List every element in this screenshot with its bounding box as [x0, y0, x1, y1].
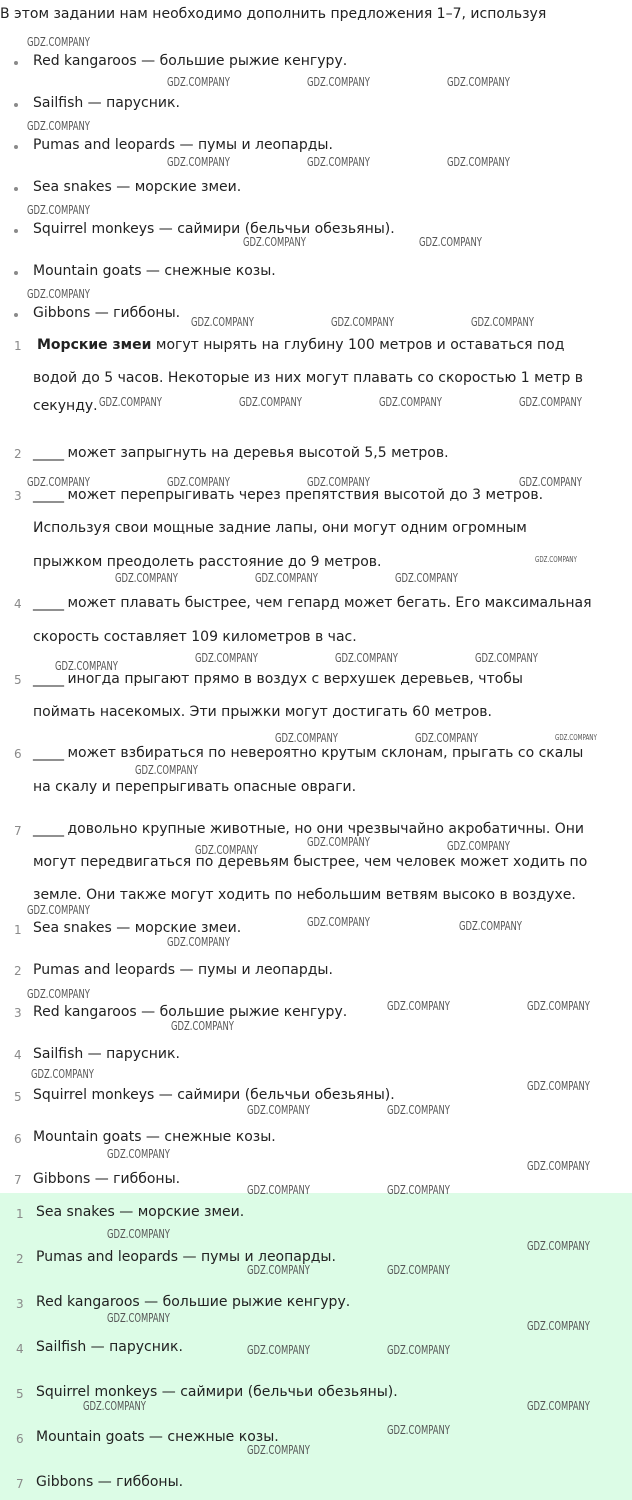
answer-number: 4	[16, 1342, 24, 1356]
answer-item: Pumas and leopards — пумы и леопарды.	[36, 1249, 336, 1265]
watermark: GDZ.COMPANY	[307, 75, 370, 89]
watermark: GDZ.COMPANY	[527, 1319, 590, 1333]
task-line: Используя свои мощные задние лапы, они могут одним огромным	[33, 520, 527, 536]
task-line: _____ может взбираться по невероятно крутым склонам, прыгать со скалы	[33, 745, 584, 761]
watermark: GDZ.COMPANY	[307, 835, 370, 849]
watermark: GDZ.COMPANY	[167, 75, 230, 89]
intro-text: В этом задании нам необходимо дополнить предложения 1–7, используя	[0, 6, 547, 22]
task-line: водой до 5 часов. Некоторые из них могут плавать со скоростью 1 метр в	[33, 370, 584, 386]
watermark: GDZ.COMPANY	[387, 1103, 450, 1117]
bullet-icon	[14, 271, 18, 275]
watermark: GDZ.COMPANY	[191, 315, 254, 329]
watermark: GDZ.COMPANY	[475, 651, 538, 665]
watermark: GDZ.COMPANY	[527, 1159, 590, 1173]
watermark: GDZ.COMPANY	[31, 1067, 94, 1081]
watermark: GDZ.COMPANY	[195, 843, 258, 857]
watermark: GDZ.COMPANY	[387, 999, 450, 1013]
watermark: GDZ.COMPANY	[379, 395, 442, 409]
watermark: GDZ.COMPANY	[387, 1183, 450, 1197]
watermark: GDZ.COMPANY	[167, 475, 230, 489]
watermark: GDZ.COMPANY	[83, 1399, 146, 1413]
watermark: GDZ.COMPANY	[247, 1343, 310, 1357]
task-number: 6	[14, 747, 22, 761]
task-line: поймать насекомых. Эти прыжки могут достигать 60 метров.	[33, 704, 492, 720]
watermark: GDZ.COMPANY	[247, 1183, 310, 1197]
list-number: 6	[14, 1132, 22, 1146]
watermark: GDZ.COMPANY	[27, 987, 90, 1001]
task-line: на скалу и перепрыгивать опасные овраги.	[33, 779, 357, 795]
watermark: GDZ.COMPANY	[419, 235, 482, 249]
answer-number: 5	[16, 1387, 24, 1401]
task-number: 2	[14, 447, 22, 461]
list-item: Pumas and leopards — пумы и леопарды.	[33, 962, 333, 978]
watermark: GDZ.COMPANY	[519, 475, 582, 489]
answer-number: 3	[16, 1297, 24, 1311]
list-number: 1	[14, 923, 22, 937]
answer-number: 2	[16, 1252, 24, 1266]
task-line: _____ может плавать быстрее, чем гепард может бегать. Его максимальная	[33, 595, 592, 611]
watermark: GDZ.COMPANY	[387, 1423, 450, 1437]
watermark: GDZ.COMPANY	[27, 475, 90, 489]
watermark: GDZ.COMPANY	[387, 1263, 450, 1277]
watermark: GDZ.COMPANY	[55, 659, 118, 673]
answer-item: Mountain goats — снежные козы.	[36, 1429, 279, 1445]
bullet-icon	[14, 187, 18, 191]
watermark: GDZ.COMPANY	[171, 1019, 234, 1033]
task-line: земле. Они также могут ходить по небольшим ветвям высоко в воздухе.	[33, 887, 576, 903]
watermark: GDZ.COMPANY	[447, 155, 510, 169]
list-item: Red kangaroos — большие рыжие кенгуру.	[33, 1004, 348, 1020]
task-number: 1	[14, 339, 22, 353]
watermark: GDZ.COMPANY	[387, 1343, 450, 1357]
watermark: GDZ.COMPANY	[519, 395, 582, 409]
bullet-icon	[14, 229, 18, 233]
watermark: GDZ.COMPANY	[527, 1079, 590, 1093]
task-number: 3	[14, 489, 22, 503]
answer-number: 6	[16, 1432, 24, 1446]
watermark: GDZ.COMPANY	[527, 999, 590, 1013]
watermark: GDZ.COMPANY	[27, 119, 90, 133]
list-item: Mountain goats — снежные козы.	[33, 1129, 276, 1145]
watermark: GDZ.COMPANY	[195, 651, 258, 665]
task-line: секунду.	[33, 398, 98, 414]
watermark: GDZ.COMPANY	[395, 571, 458, 585]
answer-item: Red kangaroos — большие рыжие кенгуру.	[36, 1294, 351, 1310]
task-line: _____ довольно крупные животные, но они чрезвычайно акробатичны. Они	[33, 821, 585, 837]
watermark: GDZ.COMPANY	[27, 903, 90, 917]
list-number: 2	[14, 964, 22, 978]
list-number: 5	[14, 1090, 22, 1104]
watermark: GDZ.COMPANY	[135, 763, 198, 777]
watermark: GDZ.COMPANY	[447, 75, 510, 89]
watermark: GDZ.COMPANY	[107, 1147, 170, 1161]
watermark: GDZ.COMPANY	[167, 935, 230, 949]
watermark: GDZ.COMPANY	[107, 1311, 170, 1325]
watermark: GDZ.COMPANY	[535, 555, 577, 564]
watermark: GDZ.COMPANY	[447, 839, 510, 853]
watermark: GDZ.COMPANY	[331, 315, 394, 329]
watermark: GDZ.COMPANY	[27, 203, 90, 217]
watermark: GDZ.COMPANY	[307, 475, 370, 489]
watermark: GDZ.COMPANY	[307, 915, 370, 929]
list-item: Sea snakes — морские змеи.	[33, 920, 242, 936]
watermark: GDZ.COMPANY	[471, 315, 534, 329]
task-line: скорость составляет 109 километров в час.	[33, 629, 357, 645]
list-item: Squirrel monkeys — саймири (бельчьи обезьяны).	[33, 1087, 395, 1103]
answer-item: Gibbons — гиббоны.	[36, 1474, 184, 1490]
task-line: Морские змеи могут нырять на глубину 100 метров и оставаться под	[37, 337, 565, 353]
watermark: GDZ.COMPANY	[27, 287, 90, 301]
watermark: GDZ.COMPANY	[555, 733, 597, 742]
list-number: 7	[14, 1173, 22, 1187]
watermark: GDZ.COMPANY	[99, 395, 162, 409]
watermark: GDZ.COMPANY	[255, 571, 318, 585]
watermark: GDZ.COMPANY	[415, 731, 478, 745]
watermark: GDZ.COMPANY	[335, 651, 398, 665]
answer-number: 7	[16, 1477, 24, 1491]
watermark: GDZ.COMPANY	[167, 155, 230, 169]
watermark: GDZ.COMPANY	[247, 1263, 310, 1277]
task-line: _____ иногда прыгают прямо в воздух с верхушек деревьев, чтобы	[33, 671, 523, 687]
bullet-icon	[14, 103, 18, 107]
task-line: прыжком преодолеть расстояние до 9 метров.	[33, 554, 382, 570]
answer-number: 1	[16, 1207, 24, 1221]
bullet-icon	[14, 313, 18, 317]
task-line: _____ может перепрыгивать через препятствия высотой до 3 метров.	[33, 487, 544, 503]
watermark: GDZ.COMPANY	[307, 155, 370, 169]
watermark: GDZ.COMPANY	[27, 35, 90, 49]
task-line: могут передвигаться по деревьям быстрее, чем человек может ходить по	[33, 854, 588, 870]
watermark: GDZ.COMPANY	[115, 571, 178, 585]
task-number: 4	[14, 597, 22, 611]
watermark: GDZ.COMPANY	[247, 1103, 310, 1117]
answer-item: Sea snakes — морские змеи.	[36, 1204, 245, 1220]
watermark: GDZ.COMPANY	[527, 1239, 590, 1253]
watermark: GDZ.COMPANY	[527, 1399, 590, 1413]
watermark: GDZ.COMPANY	[239, 395, 302, 409]
watermark: GDZ.COMPANY	[107, 1227, 170, 1241]
list-item: Gibbons — гиббоны.	[33, 1171, 181, 1187]
watermark: GDZ.COMPANY	[247, 1443, 310, 1457]
watermark: GDZ.COMPANY	[459, 919, 522, 933]
list-number: 4	[14, 1048, 22, 1062]
task-number: 5	[14, 673, 22, 687]
watermark: GDZ.COMPANY	[243, 235, 306, 249]
task-number: 7	[14, 824, 22, 838]
list-number: 3	[14, 1006, 22, 1020]
bullet-icon	[14, 61, 18, 65]
bullet-icon	[14, 145, 18, 149]
answer-item: Sailfish — парусник.	[36, 1339, 183, 1355]
answer-item: Squirrel monkeys — саймири (бельчьи обезьяны).	[36, 1384, 398, 1400]
list-item: Sailfish — парусник.	[33, 1046, 180, 1062]
task-line: _____ может запрыгнуть на деревья высотой 5,5 метров.	[33, 445, 449, 461]
watermark: GDZ.COMPANY	[275, 731, 338, 745]
